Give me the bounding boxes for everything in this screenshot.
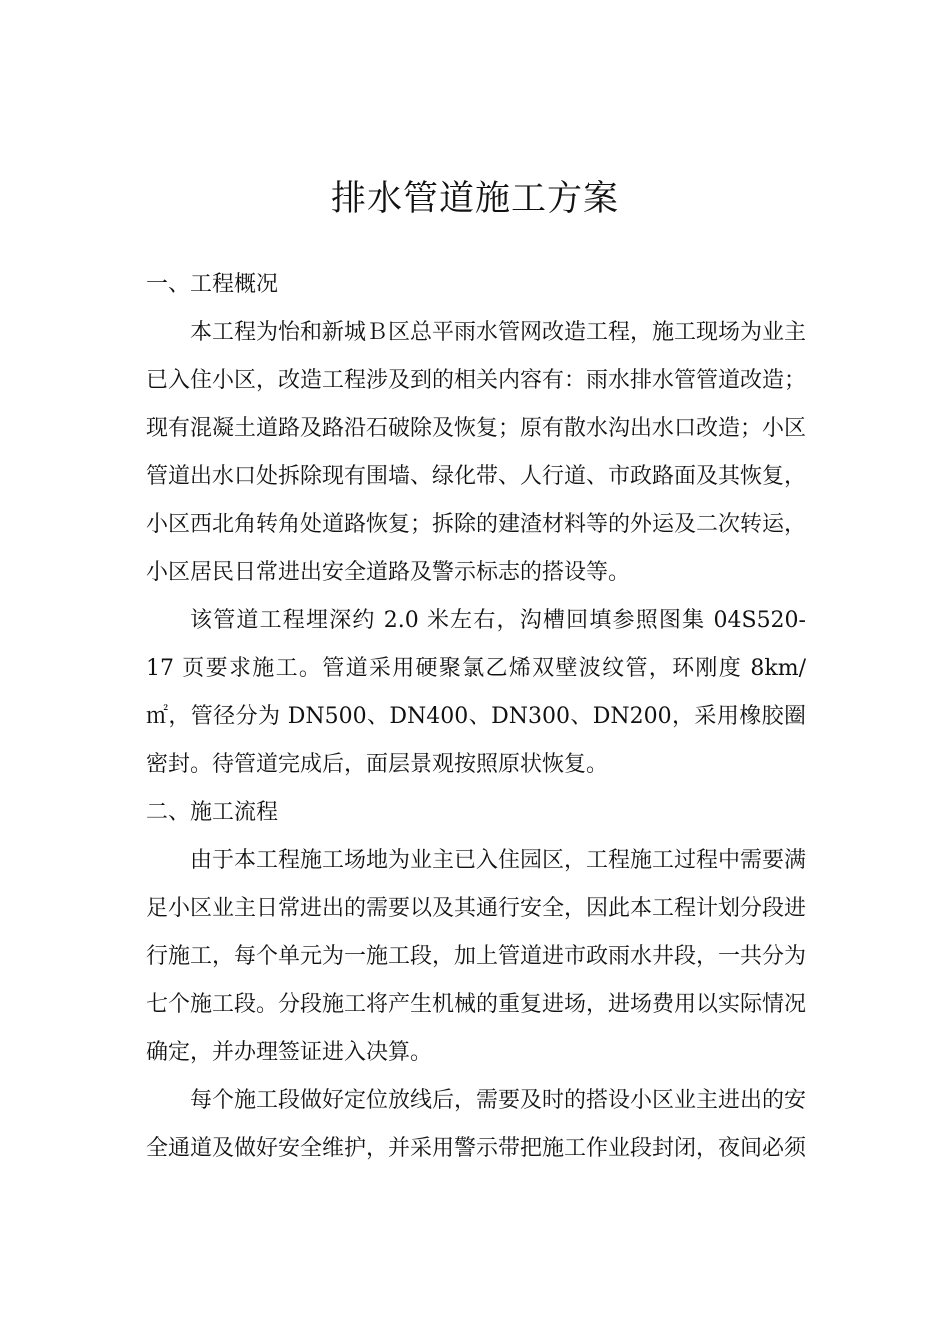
paragraph-overview-pipe-spec: 该管道工程埋深约 2.0 米左右，沟槽回填参照图集 04S520-17 页要求施工。管道采用硬聚氯乙烯双壁波纹管，环刚度 8km/㎡，管径分为 DN500、DN400、DN300、DN200，采用橡胶圈密封。待管道完成后，面层景观按照原状恢复。 bbox=[146, 608, 806, 777]
paragraph-process-phasing: 由于本工程施工场地为业主已入住园区，工程施工过程中需要满足小区业主日常进出的需要以及其通行安全，因此本工程计划分段进行施工，每个单元为一施工段，加上管道进市政雨水井段，一共分为七个施工段。分段施工将产生机械的重复进场，进场费用以实际情况确定，并办理签证进入决算。 bbox=[146, 848, 807, 1065]
document-title: 排水管道施工方案 bbox=[330, 179, 619, 220]
paragraph-overview-scope: 本工程为怡和新城Ｂ区总平雨水管网改造工程，施工现场为业主已入住小区，改造工程涉及到的相关内容有：雨水排水管管道改造；现有混凝土道路及路沿石破除及恢复；原有散水沟出水口改造；小区管道出水口处拆除现有围墙、绿化带、人行道、市政路面及其恢复，小区西北角转角处道路恢复；拆除的建渣材料等的外运及二次转运，小区居民日常进出安全道路及警示标志的搭设等。 bbox=[146, 320, 807, 585]
paragraph-process-safety: 每个施工段做好定位放线后，需要及时的搭设小区业主进出的安全通道及做好安全维护，并采用警示带把施工作业段封闭，夜间必须 bbox=[146, 1088, 807, 1161]
section-heading-process: 二、施工流程 bbox=[146, 800, 279, 825]
document-body bbox=[146, 261, 806, 1173]
section-heading-overview: 一、工程概况 bbox=[146, 272, 279, 297]
